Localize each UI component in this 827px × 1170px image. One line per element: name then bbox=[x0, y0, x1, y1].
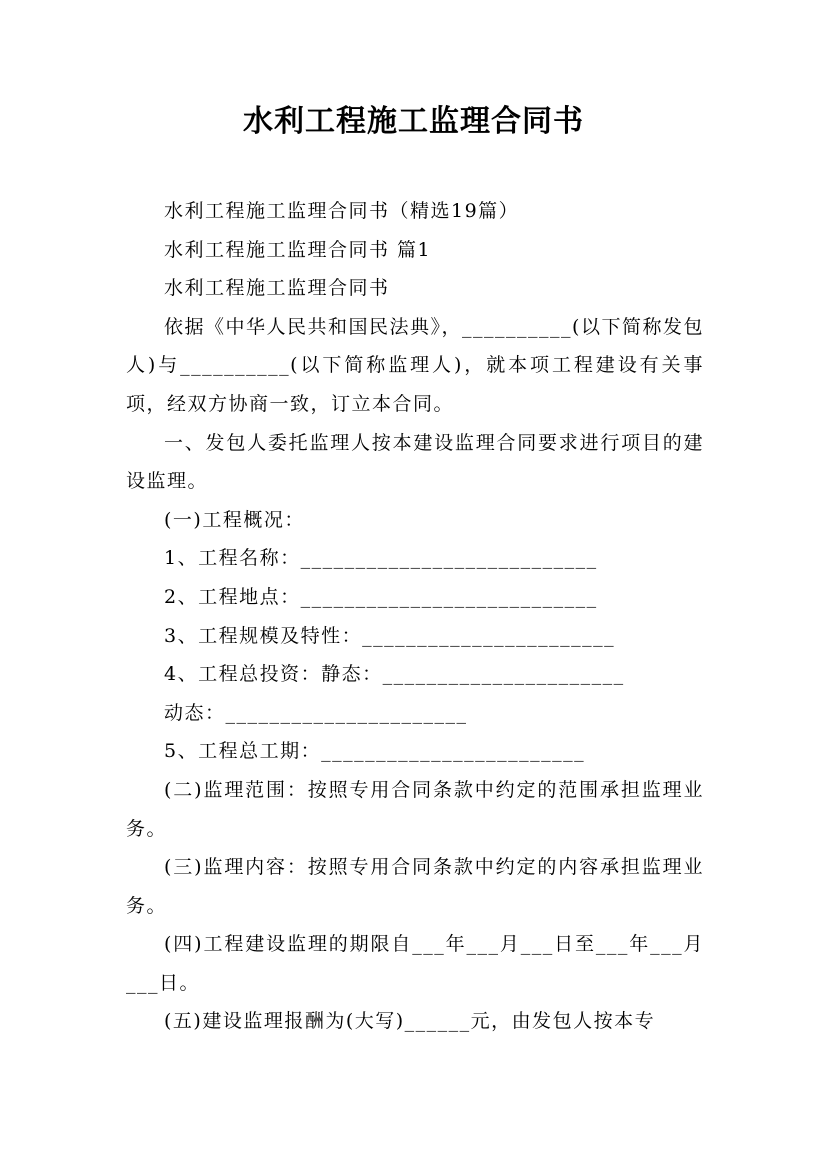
paragraph-1: 水利工程施工监理合同书（精选19篇） bbox=[164, 200, 520, 222]
paragraph-14: (三)监理内容：按照专用合同条款中约定的内容承担监理业务。 bbox=[126, 856, 704, 917]
paragraph-6: (一)工程概况： bbox=[164, 508, 305, 531]
paragraph-11: 动态：______________________ bbox=[164, 701, 468, 724]
paragraph-7: 1、工程名称：___________________________ bbox=[164, 547, 598, 570]
paragraph-15: (四)工程建设监理的期限自___年___月___日至___年___月___日。 bbox=[126, 933, 704, 994]
paragraph-16: (五)建设监理报酬为(大写)______元，由发包人按本专 bbox=[164, 1010, 656, 1033]
paragraph-2: 水利工程施工监理合同书 篇1 bbox=[164, 238, 432, 261]
document-body bbox=[126, 192, 704, 1041]
paragraph-13: (二)监理范围：按照专用合同条款中约定的范围承担监理业务。 bbox=[126, 778, 704, 840]
paragraph-3: 水利工程施工监理合同书 bbox=[164, 277, 390, 300]
document-title: 水利工程施工监理合同书 bbox=[243, 104, 584, 139]
paragraph-8: 2、工程地点：___________________________ bbox=[164, 585, 598, 608]
paragraph-12: 5、工程总工期：________________________ bbox=[164, 740, 586, 763]
paragraph-5: 一、发包人委托监理人按本建设监理合同要求进行项目的建设监理。 bbox=[126, 431, 704, 493]
paragraph-4: 依据《中华人民共和国民法典》，__________(以下简称发包人)与__________(以下简称监理人)，就本项工程建设有关事项，经双方协商一致，订立本合同。 bbox=[126, 315, 704, 415]
paragraph-9: 3、工程规模及特性：_______________________ bbox=[164, 624, 616, 647]
paragraph-10: 4、工程总投资：静态：______________________ bbox=[164, 663, 625, 686]
